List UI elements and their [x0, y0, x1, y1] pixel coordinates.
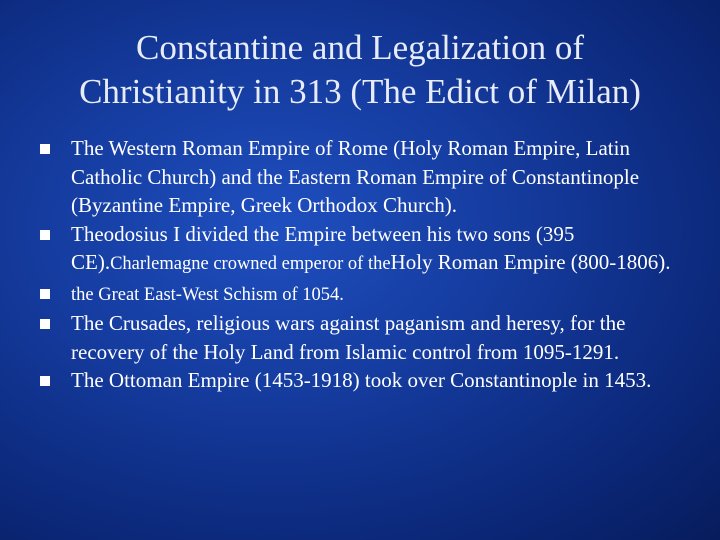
square-bullet-icon: [40, 230, 50, 240]
bullet-item: [40, 220, 690, 279]
bullet-text-part: Holy Roman Empire (800-1806).: [390, 250, 671, 274]
square-bullet-icon: [40, 376, 50, 386]
bullet-text-part: Theodosius I divided the Empire between his two sons (395 CE).: [71, 221, 575, 274]
bullet-text-part-small: Charlemagne crowned emperor of the: [110, 254, 391, 274]
square-bullet-icon: [40, 289, 50, 299]
title-line-1: Constantine and Legalization of: [135, 28, 585, 67]
bullet-item: [40, 279, 690, 310]
bullet-text: [71, 222, 671, 275]
slide-title: [20, 26, 700, 114]
bullet-item: [40, 366, 690, 395]
bullet-list: [40, 134, 690, 395]
bullet-item: [40, 309, 690, 366]
bullet-text: The Crusades, religious wars against paganism and heresy, for the recovery of the Holy Land from Islamic control from 1095-1291.: [71, 311, 626, 364]
bullet-text: The Ottoman Empire (1453-1918) took over Constantinople in 1453.: [71, 368, 652, 392]
square-bullet-icon: [40, 319, 50, 329]
bullet-text: The Western Roman Empire of Rome (Holy Roman Empire, Latin Catholic Church) and the Eastern Roman Empire of Constantinople (Byzantine Empire, Greek Orthodox Church).: [71, 136, 640, 217]
bullet-text-small: the Great East-West Schism of 1054.: [71, 284, 344, 305]
title-line-2: Christianity in 313 (The Edict of Milan): [79, 72, 641, 111]
bullet-text: [71, 281, 344, 305]
bullet-item: [40, 134, 690, 220]
square-bullet-icon: [40, 144, 50, 154]
